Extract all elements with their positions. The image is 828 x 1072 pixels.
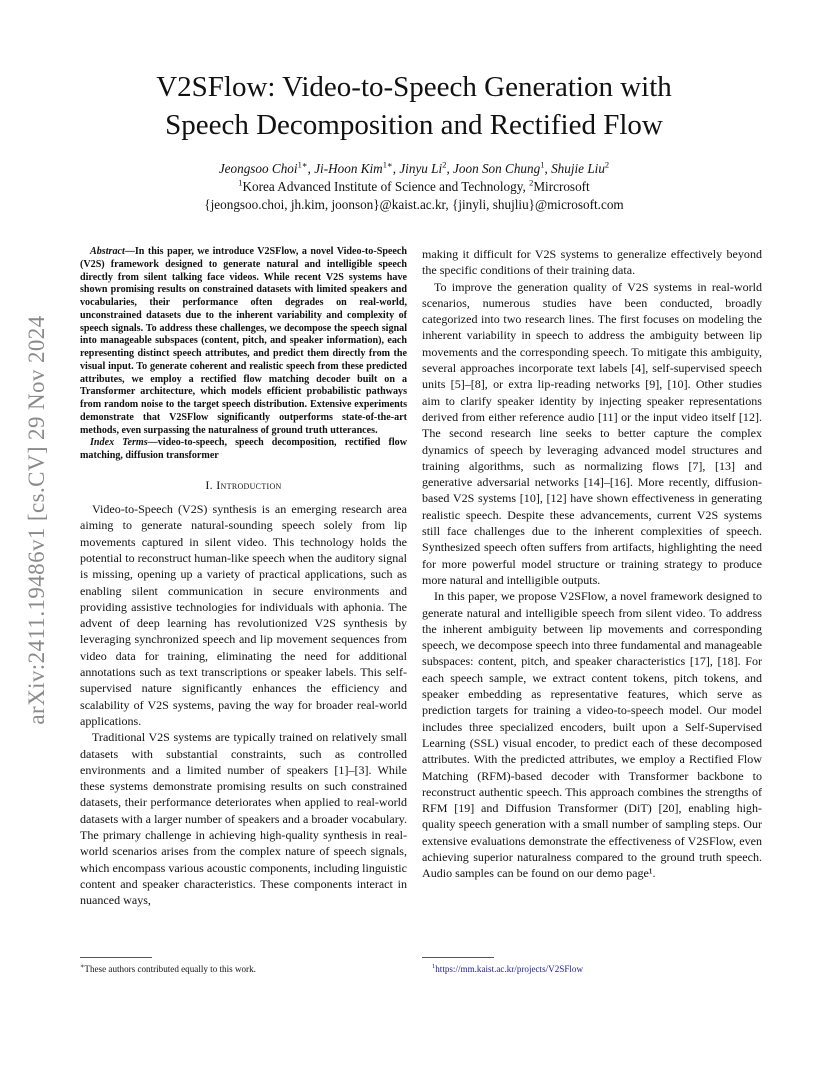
author-name: Shujie Liu bbox=[551, 161, 605, 176]
footnote-text: These authors contributed equally to this work. bbox=[84, 964, 256, 975]
affiliation-mark: 2 bbox=[529, 177, 534, 188]
intro-paragraph-3: making it difficult for V2S systems to generalize effectively beyond the specific conditions of their training data. bbox=[422, 247, 762, 278]
index-terms-text: —video-to-speech, speech decomposition, rectified flow matching, diffusion transformer bbox=[80, 437, 407, 461]
affiliation-mark: 1 bbox=[238, 177, 243, 188]
footnote-rule bbox=[80, 957, 152, 958]
author-name: Jeongsoo Choi bbox=[218, 161, 298, 176]
author-affiliation-mark: 1∗ bbox=[297, 159, 308, 170]
index-terms-label: Index Terms bbox=[90, 437, 148, 449]
author-affiliation-mark: 1∗ bbox=[382, 159, 393, 170]
affiliation-kaist: Korea Advanced Institute of Science and Technology, bbox=[242, 179, 530, 194]
affiliation-microsoft: Mircrosoft bbox=[533, 179, 590, 194]
footnote-mark: ∗ bbox=[80, 963, 85, 970]
author-list: Jeongsoo Choi$^{1∗}$, Ji-Hoon Kim$^{1∗}$, Jinyu Li$^2$, Joon Son Chung$^1$, Shujie Liu$^2$ bbox=[218, 159, 610, 176]
author-affiliation-mark: 1 bbox=[540, 159, 545, 170]
paper-title bbox=[90, 68, 738, 144]
abstract-text: —In this paper, we introduce V2SFlow, a novel Video-to-Speech (V2S) framework designed to generate natural and intelligible speech directly from silent talking face videos. While recent V2S systems have shown promising results on constrained datasets with limited speakers and vocabularies, their performance often degrades on real-world, unconstrained datasets due to the inherent variability and complexity of speech signals. To address these challenges, we decompose the speech signal into manageable subspaces (content, pitch, and speaker information), each representing distinct speech attributes, and predict them directly from the visual input. To generate coherent and realistic speech from these predicted attributes, we employ a rectified flow matching decoder built on a Transformer architecture, which models efficient probabilistic pathways from random noise to the target speech distribution. Extensive experiments demonstrate that V2SFlow significantly outperforms state-of-the-art methods, even surpassing the naturalness of ground truth utterances. bbox=[80, 246, 407, 436]
affiliations bbox=[90, 178, 738, 196]
author-affiliation-mark: 2 bbox=[604, 159, 610, 170]
footnote-mark: 1 bbox=[432, 963, 436, 970]
author-affiliation-mark: 2 bbox=[442, 159, 447, 170]
intro-paragraph-4: To improve the generation quality of V2S systems in real-world scenarios, numerous studies have been conducted, broadly categorized into two research lines. The first focuses on modeling the inherent variability in speech to address the ambiguity between lip movements and the corresponding speech. To mitigate this ambiguity, several approaches incorporate text labels [4], self-supervised speech units [5]–[8], or extra lip-reading networks [9], [10]. Other studies aim to clarify speaker identity by injecting speaker representations derived from either reference audio [11] or the input video itself [12]. The second research line seeks to better capture the complex dynamics of speech by leveraging advanced model structures and training algorithms, such as normalizing flows [7], [13] and generative adversarial networks [14]–[16]. More recently, diffusion-based V2S systems [10], [12] have shown effectiveness in generating realistic speech. Despite these advancements, current V2S systems still face challenges due to the inherent complexities of speech. Synthesized speech often suffers from artifacts, highlighting the need for more powerful model structure or training strategy to produce more natural and intelligible outputs. bbox=[422, 279, 762, 587]
intro-paragraph-2: Traditional V2S systems are typically trained on relatively small datasets with substantial constraints, such as controlled environments and a limited number of speakers [1]–[3]. While these systems demonstrate promising results on such constrained datasets, their performance deteriorates when applied to real-world datasets with a larger number of speakers and a broader vocabulary. The primary challenge in achieving high-quality synthesis in real-world scenarios arises from the complex nature of speech signals, which encompass various acoustic components, including linguistic content and speaker characteristics. These components interact in nuanced ways, bbox=[80, 730, 407, 908]
intro-paragraph-5: In this paper, we propose V2SFlow, a novel framework designed to generate natural and intelligible speech from silent video. To address the inherent ambiguity between lip movements and corresponding speech, we decompose speech into three fundamental and manageable subspaces: content, pitch, and speaker characteristics [17], [18]. For each speech sample, we extract content tokens, pitch tokens, and speaker embedding as representative features, which serve as prediction targets for training a video-to-speech model. Our model includes three specialized encoders, built upon a Self-Supervised Learning (SSL) visual encoder, to predict each of these decomposed attributes. With the predicted attributes, we employ a Rectified Flow Matching (RFM)-based decoder with Transformer backbone to reconstruct authentic speech. This approach combines the strengths of RFM [19] and Diffusion Transformer (DiT) [20], enabling high-quality speech generation with a small number of sampling steps. Our extensive evaluations demonstrate the effectiveness of V2SFlow, even achieving superior naturalness compared to the ground truth speech. Audio samples can be found on our demo page¹. bbox=[422, 589, 762, 881]
abstract-label: Abstract bbox=[90, 246, 125, 257]
author-name: Jinyu Li bbox=[399, 161, 443, 176]
right-column bbox=[422, 246, 762, 882]
paper-title-line-2: Speech Decomposition and Rectified Flow bbox=[165, 109, 663, 141]
footnote-rule bbox=[422, 957, 494, 958]
abstract bbox=[80, 246, 407, 437]
index-terms bbox=[80, 437, 407, 463]
arxiv-sidebar bbox=[22, 0, 52, 1072]
intro-paragraph-1: Video-to-Speech (V2S) synthesis is an emerging research area aiming to generate natural-sounding speech solely from lip movements captured in silent video. This technology holds the potential to reconstruct human-like speech when the auditory signal is missing, opening up a variety of practical applications, such as enabling silent communication in secure environments and providing assistive technologies for individuals with aphonia. The advent of deep learning has revolutionized V2S synthesis by leveraging synchronized speech and lip movement sequences from video data for training, eliminating the need for additional annotations such as text transcriptions or speaker labels. This self-supervised nature significantly enhances the efficiency and scalability of V2S systems, paving the way for broader real-world applications. bbox=[80, 502, 407, 728]
author-emails: {jeongsoo.choi, jh.kim, joonson}@kaist.ac.kr, {jinyli, shujliu}@microsoft.com bbox=[204, 197, 624, 212]
paper-title-line-1: V2SFlow: Video-to-Speech Generation with bbox=[156, 71, 672, 103]
demo-page-link[interactable]: https://mm.kaist.ac.kr/projects/V2SFlow bbox=[435, 964, 584, 975]
section-heading-introduction: I. Introduction bbox=[205, 477, 282, 492]
left-column bbox=[80, 246, 407, 908]
footnote-equal-contribution bbox=[80, 961, 256, 975]
arxiv-stamp: arXiv:2411.19486v1 [cs.CV] 29 Nov 2024 bbox=[24, 315, 49, 725]
author-block bbox=[90, 160, 738, 214]
author-name: Ji-Hoon Kim bbox=[314, 161, 383, 176]
footnote-demo-link[interactable] bbox=[432, 961, 583, 975]
author-name: Joon Son Chung bbox=[453, 161, 541, 176]
